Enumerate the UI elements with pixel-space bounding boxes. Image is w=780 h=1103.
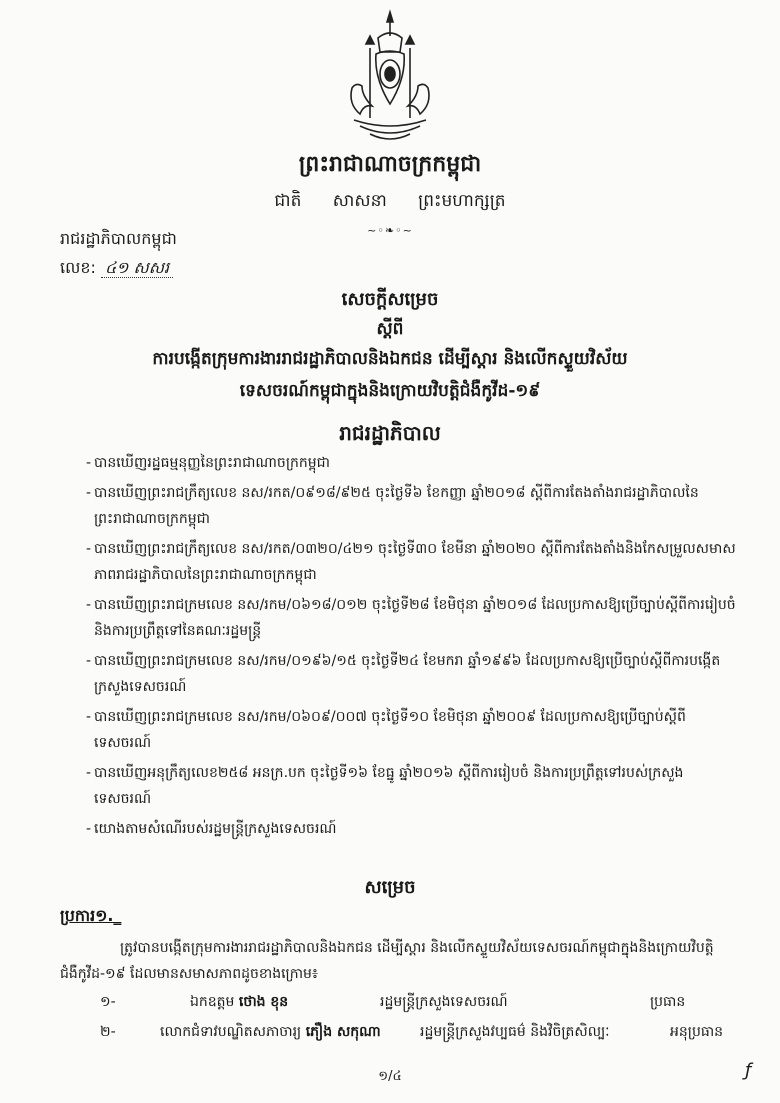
document-number-value: ៤១ សសរ bbox=[101, 258, 173, 278]
recital-item: - បានឃើញព្រះរាជក្រមលេខ នស/រកម/០៦១៨/០១២ ចុះថ្ងៃទី២៨ ខែមិថុនា ឆ្នាំ២០១៨ ដែលប្រកាសឱ្យប្រើច្បាប់ស្តីពីការរៀបចំ និងការប្រព្រឹត្តទៅនៃគណៈរដ្ឋមន្ត្រី bbox=[60, 592, 740, 644]
subject-line-2: ទេសចរណ៍កម្ពុជាក្នុងនិងក្រោយវិបត្តិជំងឺកូវីដ-១៩ bbox=[239, 381, 541, 401]
member-position: រដ្ឋមន្ត្រីក្រសួងវប្បធម៌ និងវិចិត្រសិល្បៈ bbox=[420, 1024, 610, 1040]
member-honorific: ឯកឧត្តម bbox=[190, 994, 235, 1010]
member-name-bold: ថោង ខុន bbox=[238, 994, 289, 1010]
member-name bbox=[190, 992, 288, 1013]
recitals-list bbox=[60, 450, 740, 846]
article-1-body: ត្រូវបានបង្កើតក្រុមការងាររាជរដ្ឋាភិបាលនិងឯកជន ដើម្បីស្តារ និងលើកស្ទួយវិស័យទេសចរណ៍កម្ពុជាក្នុងនិងក្រោយវិបត្តិជំងឺកូវីដ-១៩ ដែលមានសមាសភាពដូចខាងក្រោម៖ bbox=[60, 940, 714, 982]
recital-item: - បានឃើញអនុក្រឹត្យលេខ២៥៨ អនក្រ.បក ចុះថ្ងៃទី១៦ ខែធ្នូ ឆ្នាំ២០១៦ ស្តីពីការរៀបចំ និងការប្រព្រឹត្តទៅរបស់ក្រសួងទេសចរណ៍ bbox=[60, 760, 740, 812]
document-number-label: លេខ: bbox=[60, 258, 96, 277]
recital-item: - យោងតាមសំណើរបស់រដ្ឋមន្ត្រីក្រសួងទេសចរណ៍ bbox=[60, 816, 740, 842]
member-role: ប្រធាន bbox=[650, 994, 686, 1010]
member-position: រដ្ឋមន្ត្រីក្រសួងទេសចរណ៍ bbox=[380, 994, 508, 1010]
member-role: អនុប្រធាន bbox=[670, 1024, 724, 1040]
member-name-bold: ភឿង សកុណា bbox=[305, 1024, 381, 1040]
kingdom-heading: ព្រះរាជាណាចក្រកម្ពុជា bbox=[298, 152, 482, 177]
member-number: ១- bbox=[100, 994, 116, 1010]
article-1-label: ប្រការ១._ bbox=[60, 906, 122, 925]
member-row bbox=[0, 1022, 780, 1048]
national-motto: ជាតិ សាសនា ព្រះមហាក្សត្រ bbox=[274, 191, 506, 211]
document-number bbox=[60, 257, 173, 281]
recital-item: - បានឃើញព្រះរាជក្រមលេខ នស/រកម/០១៩៦/១៥ ចុះថ្ងៃទី២៤ ខែមករា ឆ្នាំ១៩៩៦ ដែលប្រកាសឱ្យប្រើច្បាប់ស្តីពីការបង្កើតក្រសួងទេសចរណ៍ bbox=[60, 648, 740, 700]
authority-heading: រាជរដ្ឋាភិបាល bbox=[339, 421, 441, 445]
royal-coat-of-arms-icon bbox=[340, 8, 440, 148]
recital-item: - បានឃើញព្រះរាជក្រឹត្យលេខ នស/រកត/០៣២០/៤២១ ចុះថ្ងៃទី៣០ ខែមីនា ឆ្នាំ២០២០ ស្តីពីការតែងតាំងនិងកែសម្រួលសមាសភាពរាជរដ្ឋាភិបាលនៃព្រះរាជាណាចក្រកម្ពុជា bbox=[60, 536, 740, 588]
issuing-authority: រាជរដ្ឋាភិបាលកម្ពុជា bbox=[60, 229, 177, 248]
about-label: ស្តីពី bbox=[376, 319, 404, 339]
handwritten-initial: ƒ bbox=[745, 1060, 752, 1081]
member-honorific: លោកជំទាវបណ្ឌិតសភាចារ្យ bbox=[160, 1024, 302, 1040]
recital-item: - បានឃើញរដ្ឋធម្មនុញ្ញនៃព្រះរាជាណាចក្រកម្ពុជា bbox=[60, 450, 740, 476]
recital-item: - បានឃើញព្រះរាជក្រមលេខ នស/រកម/០៦០៩/០០៧ ចុះថ្ងៃទី១០ ខែមិថុនា ឆ្នាំ២០០៩ ដែលប្រកាសឱ្យប្រើច្បាប់ស្តីពីទេសចរណ៍ bbox=[60, 704, 740, 756]
decides-heading: សម្រេច bbox=[364, 877, 416, 898]
ornament-divider: ~◦❧◦~ bbox=[367, 224, 413, 237]
member-row bbox=[0, 992, 780, 1018]
member-name bbox=[160, 1022, 381, 1043]
recital-item: - បានឃើញព្រះរាជក្រឹត្យលេខ នស/រកត/០៩១៨/៩២៥ ចុះថ្ងៃទី៦ ខែកញ្ញា ឆ្នាំ២០១៨ ស្តីពីការតែងតាំងរាជរដ្ឋាភិបាលនៃព្រះរាជាណាចក្រកម្ពុជា bbox=[60, 480, 740, 532]
member-number: ២- bbox=[100, 1024, 116, 1040]
subject-line-1: ការបង្កើតក្រុមការងាររាជរដ្ឋាភិបាលនិងឯកជន ដើម្បីស្តារ និងលើកស្ទួយវិស័យ bbox=[152, 349, 628, 369]
document-type-title: សេចក្តីសម្រេច bbox=[341, 289, 439, 310]
page-number: ១/៤ bbox=[378, 1069, 402, 1084]
